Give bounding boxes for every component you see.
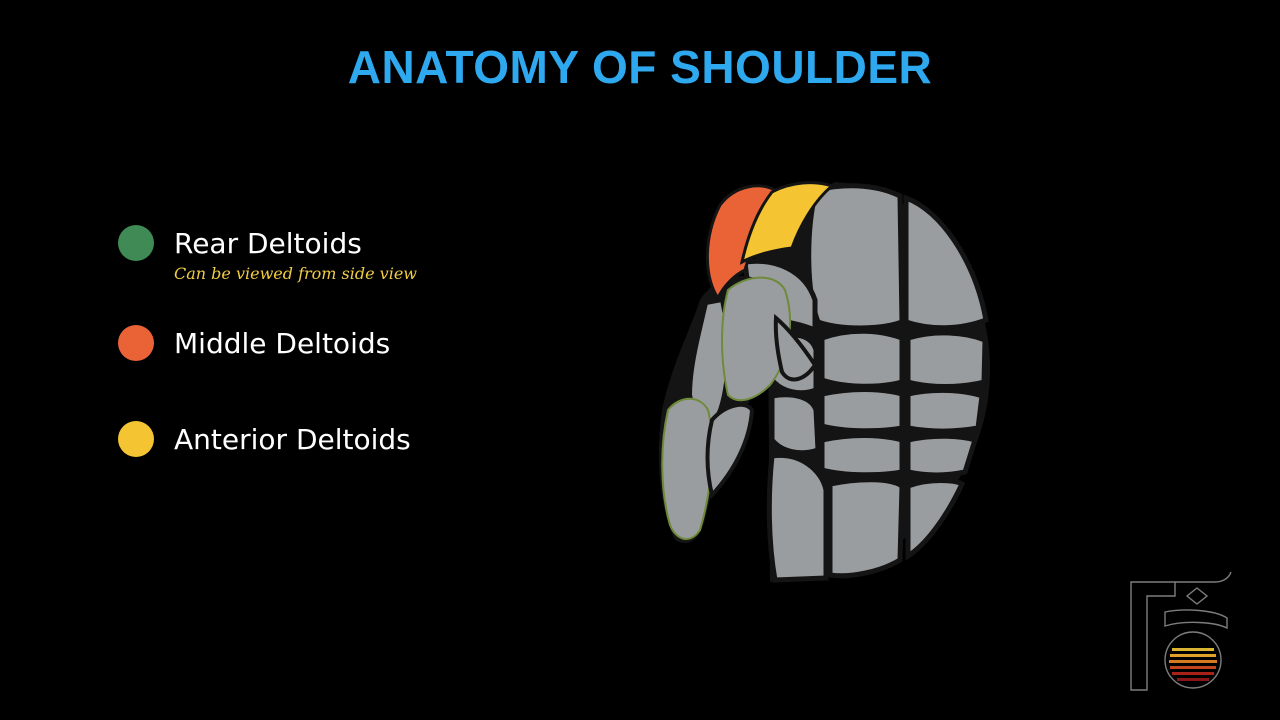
legend-item-rear-deltoids: [118, 224, 538, 283]
anterior-deltoids-label: Anterior Deltoids: [174, 423, 411, 456]
torso-muscle-anatomy-icon: [640, 170, 1020, 590]
middle-deltoids-color-dot: [118, 325, 154, 361]
legend-item-anterior-deltoids: [118, 420, 538, 460]
page-title: ANATOMY OF SHOULDER: [347, 41, 933, 93]
rear-deltoids-label: Rear Deltoids: [174, 227, 362, 260]
anterior-deltoids-color-dot: [118, 421, 154, 457]
brand-logo-icon: [1125, 568, 1240, 696]
legend-item-middle-deltoids: [118, 324, 538, 364]
middle-deltoids-label: Middle Deltoids: [174, 327, 391, 360]
rear-deltoids-note: Can be viewed from side view: [174, 264, 417, 283]
rear-deltoids-color-dot: [118, 225, 154, 261]
